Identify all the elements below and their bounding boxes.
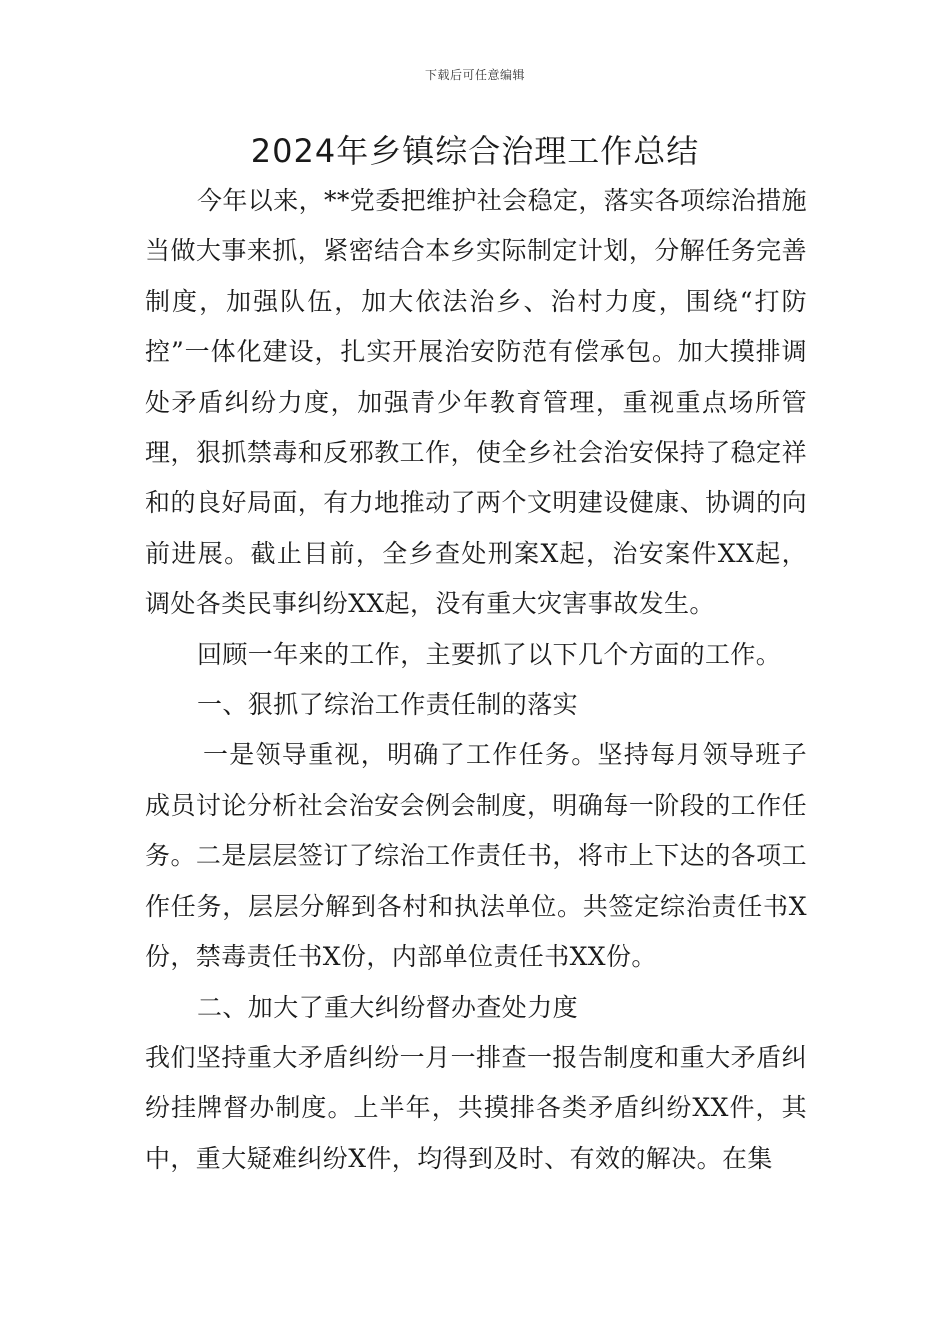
document-title: 2024年乡镇综合治理工作总结 (250, 132, 700, 170)
paragraph-intro: 今年以来，**党委把维护社会稳定，落实各项综治措施当做大事来抓，紧密结合本乡实际制定计划，分解任务完善制度，加强队伍，加大依法治乡、治村力度，围绕“打防控”一体化建设，扎实开展治安防范有偿承包。加大摸排调处矛盾纠纷力度，加强青少年教育管理，重视重点场所管理，狠抓禁毒和反邪教工作，使全乡社会治安保持了稳定祥和的良好局面，有力地推动了两个文明建设健康、协调的向前进展。截止目前，全乡查处刑案X起，治安案件XX起，调处各类民事纠纷XX起，没有重大灾害事故发生。 (145, 186, 808, 619)
document-body (145, 176, 807, 1184)
paragraph-section-2: 我们坚持重大矛盾纠纷一月一排查一报告制度和重大矛盾纠纷挂牌督办制度。上半年，共摸排各类矛盾纠纷XX件，其中，重大疑难纠纷X件，均得到及时、有效的解决。在集 (145, 1042, 807, 1173)
paragraph-section-1: 一是领导重视，明确了工作任务。坚持每月领导班子成员讨论分析社会治安会例会制度，明确每一阶段的工作任务。二是层层签订了综治工作责任书，将市上下达的各项工作任务，层层分解到各村和执法单位。共签定综治责任书X份，禁毒责任书X份，内部单位责任书XX份。 (145, 740, 807, 972)
section-heading-1: 一、狠抓了综治工作责任制的落实 (197, 690, 579, 720)
header-note: 下载后可任意编辑 (424, 68, 525, 82)
paragraph-review: 回顾一年来的工作，主要抓了以下几个方面的工作。 (197, 639, 782, 669)
section-heading-2: 二、加大了重大纠纷督办查处力度 (197, 992, 579, 1022)
